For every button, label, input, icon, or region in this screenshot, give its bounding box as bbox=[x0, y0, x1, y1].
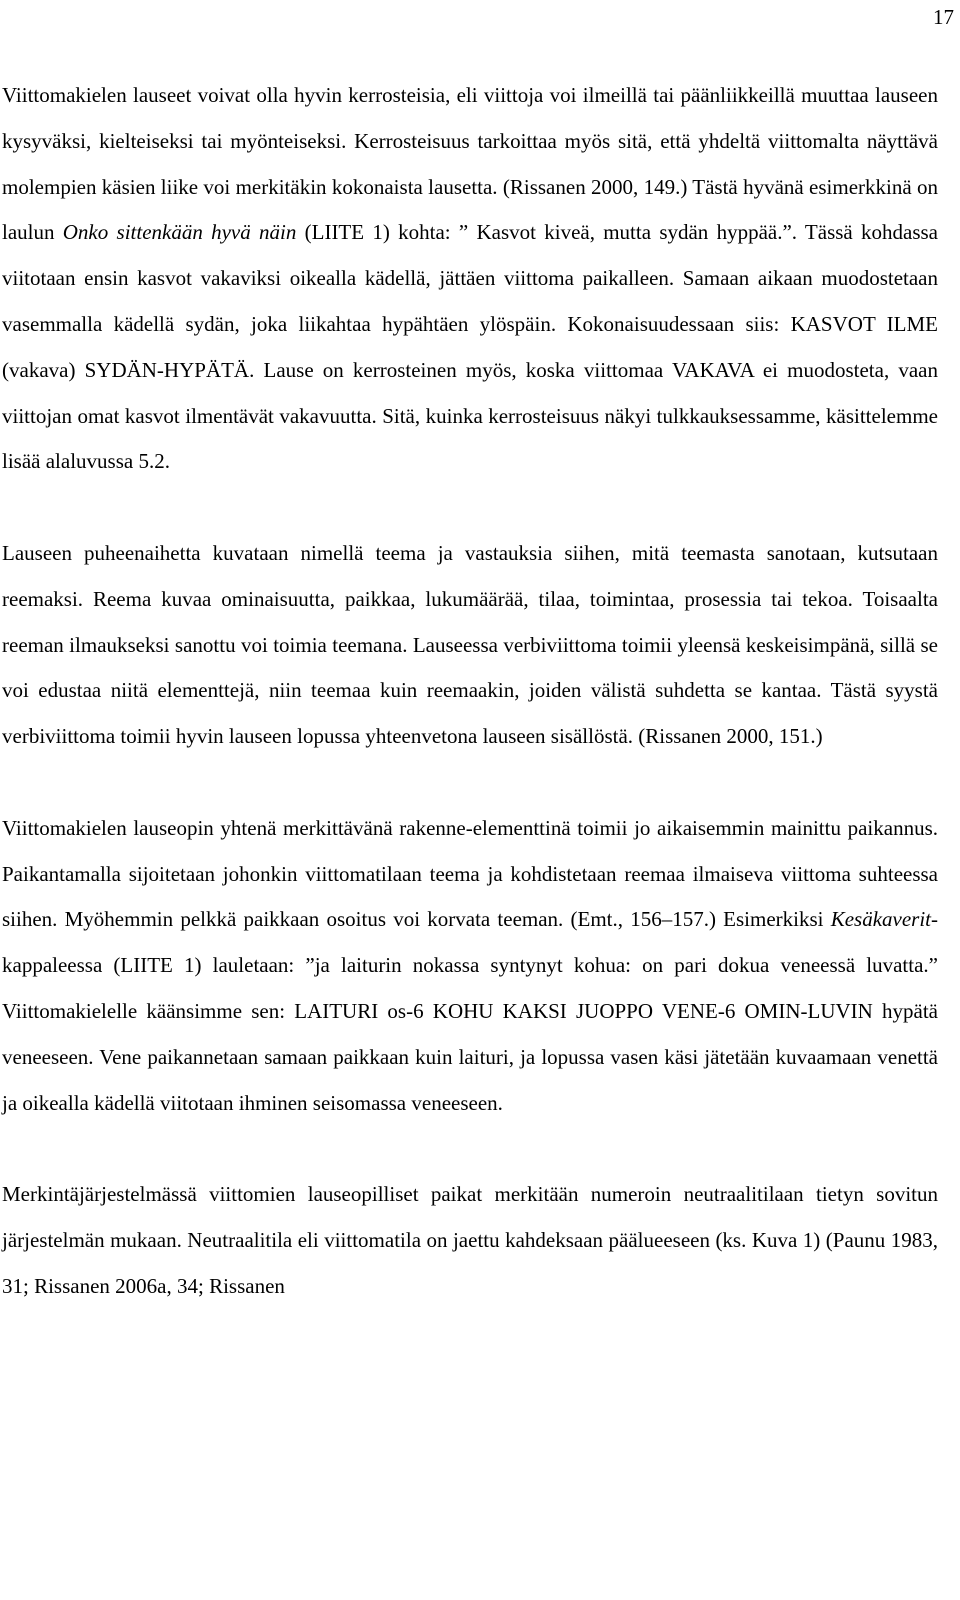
song-title-italic: Onko sittenkään hyvä näin bbox=[62, 220, 297, 245]
paragraph-gap bbox=[2, 760, 938, 806]
text-span: Viittomakielen lauseopin yhtenä merkittävänä rakenne-elementtinä toimii jo aikaisemmin mainittu paikannus. Paikantamalla sijoitetaan johonkin viittomatilaan teema ja kohdistetaan reemaa ilmaiseva viittoma suhteessa siihen. Myöhemmin pelkkä paikkaan osoitus voi korvata teeman. (Emt., 156–157.) Esimerkiksi bbox=[2, 815, 938, 932]
paragraph-localization bbox=[2, 806, 938, 1127]
paragraph-notation-system bbox=[2, 1172, 938, 1309]
paragraph-theme-rheme bbox=[2, 531, 938, 760]
text-span: Merkintäjärjestelmässä viittomien lauseopilliset paikat merkitään numeroin neutraalitilaan tietyn sovitun järjestelmän mukaan. Neutraalitila eli viittomatila on jaettu kahdeksaan päälueeseen (ks. Kuva 1) (Paunu 1983, 31; Rissanen 2006a, 34; Rissanen bbox=[2, 1182, 938, 1298]
text-span: -kappaleessa (LIITE 1) lauletaan: ”ja laiturin nokassa syntynyt kohua: on pari dokua veneessä luvatta.” Viittomakielelle käänsimme sen: LAITURI os-6 KOHU KAKSI JUOPPO VENE-6 OMIN-LUVIN hypätä veneeseen. Vene paikannetaan samaan paikkaan kuin laituri, ja lopussa vasen käsi jätetään kuvaamaan venettä ja oikealla kädellä viitotaan ihminen seisomassa veneeseen. bbox=[2, 907, 938, 1115]
text-span: Lauseen puheenaihetta kuvataan nimellä teema ja vastauksia siihen, mitä teemasta sanotaan, kutsutaan reemaksi. Reema kuvaa ominaisuutta, paikkaa, lukumäärää, tilaa, toimintaa, prosessia tai tekoa. Toisaalta reeman ilmaukseksi sanottu voi toimia teemana. Lauseessa verbiviittoma toimii yleensä keskeisimpänä, sillä se voi edustaa niitä elementtejä, niin teemaa kuin reemaakin, joiden välistä suhdetta se kantaa. Tästä syystä verbiviittoma toimii hyvin lauseen lopussa yhteenvetona lauseen sisällöstä. (Rissanen 2000, 151.) bbox=[2, 540, 938, 749]
body-text bbox=[2, 73, 938, 1310]
paragraph-gap bbox=[2, 1126, 938, 1172]
text-span: (LIITE 1) kohta: ” Kasvot kiveä, mutta sydän hyppää.”. Tässä kohdassa viitotaan ensin kasvot vakaviksi oikealla kädellä, jättäen viittoma paikalleen. Samaan aikaan muodostetaan vasemmalla kädellä sydän, joka liikahtaa hypähtäen ylöspäin. Kokonaisuudessaan siis: KASVOT ILME (vakava) SYDÄN-HYPÄTÄ. Lause on kerrosteinen myös, koska viittomaa VAKAVA ei muodosteta, vaan viittojan omat kasvot ilmentävät vakavuutta. Sitä, kuinka kerrosteisuus näkyi tulkkauksessamme, käsittelemme lisää alaluvussa 5.2. bbox=[2, 220, 939, 474]
paragraph-layered-sentences bbox=[2, 73, 938, 485]
paragraph-gap bbox=[2, 485, 938, 531]
page-number: 17 bbox=[933, 5, 954, 29]
text-span: Viittomakielen lauseet voivat olla hyvin kerrosteisia, eli viittoja voi ilmeillä tai päänliikkeillä muuttaa lauseen kysyväksi, kielteiseksi tai myönteiseksi. Kerrosteisuus tarkoittaa myös sitä, että yhdeltä viittomalta näyttävä molempien käsien liike voi merkitäkin kokonaista lausetta. (Rissanen 2000, 149.) Tästä hyvänä esimerkkinä on laulun bbox=[2, 83, 938, 245]
song-title-italic: Kesäkaverit bbox=[830, 907, 931, 932]
